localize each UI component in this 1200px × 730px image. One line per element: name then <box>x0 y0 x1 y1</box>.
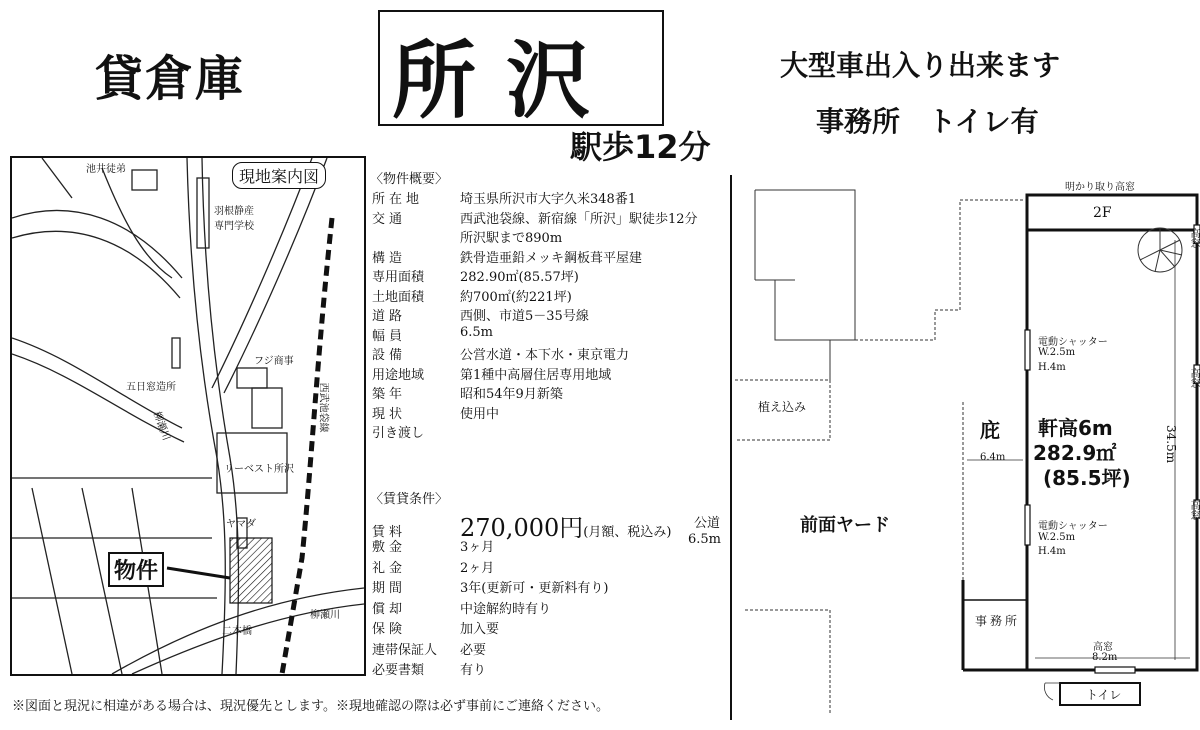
lease-value: 2ヶ月 <box>460 560 495 576</box>
overview-row <box>372 403 724 423</box>
road-width-label: 6.5m <box>688 532 722 547</box>
map-label-bridge: 二本橋 <box>222 626 252 637</box>
map-label-river2: 柳瀬川 <box>310 610 340 621</box>
lease-heading: 〈賃貸条件〉 <box>370 492 449 507</box>
title-rental-warehouse: 貸倉庫 <box>95 51 246 107</box>
skylight-label: 明かり取り高窓 <box>1065 182 1135 193</box>
feature-large-vehicles: 大型車出入り出来ます <box>780 49 1061 82</box>
lease-row <box>372 536 692 557</box>
shutter-1-height: H.4m <box>1038 362 1066 373</box>
overview-row <box>372 383 724 403</box>
overview-label <box>372 227 460 247</box>
lease-value: 3ヶ月 <box>460 540 495 555</box>
overview-label: 用途地域 <box>372 367 425 383</box>
overview-label: 引き渡し <box>372 426 425 441</box>
overview-table <box>372 188 724 442</box>
lease-label: 保険 <box>372 622 407 637</box>
shutter-2-height: H.4m <box>1038 546 1066 557</box>
lease-label: 必要書類 <box>372 663 425 678</box>
lease-value: 3年(更新可・更新料有り) <box>460 581 609 596</box>
overview-value: 公営水道・本下水・東京電力 <box>460 348 630 363</box>
overview-label: 専用面積 <box>372 270 425 285</box>
eave-height: 軒高6m <box>1038 416 1113 440</box>
overview-row <box>372 227 724 247</box>
map-drawing <box>12 158 364 674</box>
overview-heading: 〈物件概要〉 <box>370 172 449 187</box>
footnote: ※図面と現況に相違がある場合は、現況優先とします。※現地確認の際は必ず事前にご連絡ください。 <box>12 699 609 714</box>
station-walk-time: 駅歩12分 <box>570 128 711 166</box>
overview-row <box>372 188 724 208</box>
road-line <box>730 175 732 720</box>
overview-value: 約700㎡(約221坪) <box>460 289 572 305</box>
front-yard-label: 前面ヤード <box>800 515 890 536</box>
overview-value: 282.90㎡(85.57坪) <box>460 270 579 285</box>
overview-row <box>372 208 724 228</box>
overview-label: 設備 <box>372 348 407 363</box>
overview-value: 鉄骨造亜鉛メッキ鋼板葺平屋建 <box>460 250 643 266</box>
lease-table <box>372 536 692 680</box>
overview-value: 6.5m <box>460 324 494 340</box>
lease-value: 加入要 <box>460 622 500 637</box>
map-label-gas: 五日窓造所 <box>126 382 176 393</box>
overview-label: 道路 <box>372 309 407 324</box>
shutter-1-width: W.2.5m <box>1038 347 1076 358</box>
map-label-fuji: フジ商事 <box>254 356 294 367</box>
overview-row <box>372 325 724 345</box>
overview-row <box>372 364 724 384</box>
map-label-yamada: ヤマダ <box>226 519 256 530</box>
shutter-2-width: W.2.5m <box>1038 532 1076 543</box>
shutter-2-label: 電動シャッター <box>1038 521 1108 532</box>
overview-value: 使用中 <box>460 406 500 422</box>
overview-label: 土地面積 <box>372 289 425 305</box>
overview-label: 所在地 <box>372 192 424 207</box>
lease-label: 期間 <box>372 581 407 596</box>
planting-label: 植え込み <box>758 400 807 414</box>
property-marker <box>230 538 272 603</box>
overview-row <box>372 422 724 442</box>
bottom-window-label: 高窓 <box>1093 642 1113 653</box>
floor-plan <box>735 170 1200 715</box>
overview-value: 西側、市道5－35号線 <box>460 309 589 324</box>
office-label: 事務所 <box>975 614 1021 628</box>
lease-row <box>372 577 692 598</box>
property-label: 物件 <box>108 552 164 587</box>
map-label-school: 羽根静産 専門学校 <box>214 206 254 232</box>
high-window-label-1: 高窓 <box>1188 228 1199 248</box>
lease-rent-value: 270,000円 <box>460 514 584 542</box>
overview-label: 現状 <box>372 406 407 422</box>
public-road-label: 公道 <box>694 516 721 531</box>
lease-label: 償却 <box>372 601 407 617</box>
overview-value: 埼玉県所沢市大字久米348番1 <box>460 192 637 207</box>
overview-label: 交通 <box>372 211 407 227</box>
floor-area-tsubo: (85.5坪) <box>1043 466 1131 490</box>
shutter-1-label: 電動シャッター <box>1038 337 1108 348</box>
lease-value: 中途解約時有り <box>460 601 552 617</box>
high-window-label-3: 高窓 <box>1188 500 1199 520</box>
lease-rent-label: 賃料 <box>372 525 407 540</box>
map-label-railway: 西武池袋線 <box>317 382 329 433</box>
overview-label: 構造 <box>372 250 407 266</box>
lease-row <box>372 659 692 680</box>
map-title: 現地案内図 <box>232 162 326 189</box>
location-map <box>10 156 366 676</box>
lease-value: 必要 <box>460 642 487 658</box>
lease-row <box>372 618 692 639</box>
overview-value: 西武池袋線、新宿線「所沢」駅徒歩12分 <box>460 211 698 227</box>
feature-office-toilet: 事務所 トイレ有 <box>816 105 1039 138</box>
overview-row <box>372 305 724 325</box>
lease-value: 有り <box>460 663 487 678</box>
overview-row <box>372 266 724 286</box>
lease-row <box>372 557 692 578</box>
overview-row <box>372 344 724 364</box>
overview-value: 所沢駅まで890m <box>460 231 563 246</box>
property-pointer <box>167 568 230 578</box>
overview-label: 幅員 <box>372 328 407 344</box>
length-label: 34.5m <box>1164 425 1178 464</box>
overview-label: 築年 <box>372 387 407 402</box>
canopy-label: 庇 <box>980 418 1000 442</box>
overview-value: 第1種中高層住居専用地域 <box>460 367 612 383</box>
map-label-leavest: リーベスト所沢 <box>224 464 294 475</box>
overview-row <box>372 247 724 267</box>
title-city: 所沢 <box>392 31 621 130</box>
width-label: 8.2m <box>1092 652 1118 663</box>
lease-label: 礼金 <box>372 560 407 576</box>
lease-row <box>372 639 692 660</box>
overview-row <box>372 286 724 306</box>
map-label-temple: 池井徒弟 <box>86 164 126 175</box>
map-label-river: 柳瀬川 <box>150 410 172 443</box>
floor-area-m2: 282.9㎡ <box>1033 441 1117 465</box>
canopy-width: 6.4m <box>980 452 1006 463</box>
toilet-label: トイレ <box>1086 688 1122 702</box>
high-window-label-2: 高窓 <box>1188 368 1199 388</box>
lease-label: 連帯保証人 <box>372 642 438 658</box>
lease-row <box>372 598 692 619</box>
lease-label: 敷金 <box>372 540 407 555</box>
second-floor-label: 2F <box>1093 205 1112 221</box>
overview-value: 昭和54年9月新築 <box>460 387 563 402</box>
lease-rent-note: (月額、税込み) <box>583 525 672 540</box>
